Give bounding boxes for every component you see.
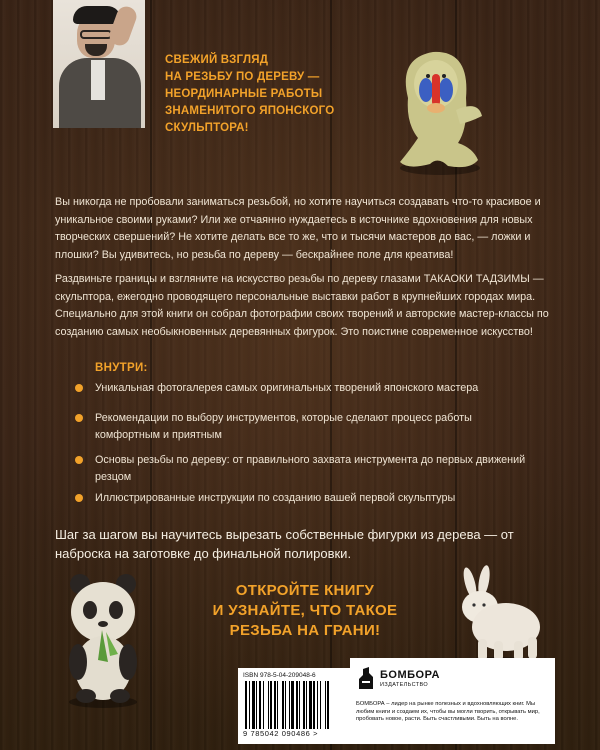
ean-digits: 9 785042 090486 > [243, 729, 319, 738]
barcode-bar [259, 681, 261, 729]
barcode-bar [274, 681, 276, 729]
barcode-bar [303, 681, 305, 729]
list-item [95, 380, 535, 397]
barcode-bar [320, 681, 321, 729]
barcode-bar [256, 681, 257, 729]
bombora-logo-icon [356, 665, 376, 691]
barcode-bar [270, 681, 272, 729]
barcode-bar [282, 681, 284, 729]
publisher-blurb: БОМБОРА – лидер на рынке полезных и вдохновляющих книг. Мы любим книги и создаем их, чтобы вы могли творить, открывать мир, пробовать новое, расти. Быть счастливыми. Быть на волне. [356, 701, 540, 722]
cta-line: И УЗНАЙТЕ, ЧТО ТАКОЕ [212, 602, 398, 619]
barcode-bars [243, 681, 345, 729]
list-item [95, 452, 535, 486]
barcode-bar [296, 681, 298, 729]
barcode-bar [306, 681, 307, 729]
list-item-text: Основы резьбы по дереву: от правильного захвата инструмента до первых движений резцом [95, 454, 526, 483]
bullet-dot-icon [75, 494, 83, 502]
list-item-text: Рекомендации по выбору инструментов, которые сделают процесс работы комфортным и приятным [95, 412, 472, 441]
barcode-bar [317, 681, 318, 729]
rabbit-sculpture-image [440, 565, 550, 670]
bullet-dot-icon [75, 384, 83, 392]
barcode-bar [245, 681, 247, 729]
barcode-bar [289, 681, 290, 729]
bullet-dot-icon [75, 456, 83, 464]
barcode-bar [277, 681, 278, 729]
mandrill-sculpture-image [378, 38, 488, 178]
barcode-bar [252, 681, 255, 729]
barcode-bar [263, 681, 264, 729]
barcode-bar [327, 681, 329, 729]
tagline-line: НЕОРДИНАРНЫЕ РАБОТЫ [165, 88, 323, 100]
barcode-bar [313, 681, 315, 729]
publisher-name: БОМБОРА [380, 669, 440, 681]
author-photo [53, 0, 145, 128]
tagline [165, 52, 335, 137]
call-to-action [190, 581, 420, 641]
barcode-bar [299, 681, 300, 729]
barcode-bar [268, 681, 269, 729]
publisher-subtitle: ИЗДАТЕЛЬСТВО [380, 682, 429, 688]
list-item [95, 490, 535, 507]
about-paragraph: Раздвиньте границы и взгляните на искусство резьбы по дереву глазами ТАКАОКИ ТАДЗИМЫ — скульптора, ежегодно проводящего персональные выставки работ в крупнейших городах мира. Специально для этой книги он собрал фотографии своих творений и авторские мастер-классы по созданию самых необыкновенных деревянных фигурок. Это поистине современное искусство! [55, 273, 549, 338]
tagline-line: СКУЛЬПТОРА! [165, 122, 249, 134]
barcode-bar [249, 681, 250, 729]
list-item-text: Уникальная фотогалерея самых оригинальных творений японского мастера [95, 382, 479, 394]
bullet-dot-icon [75, 414, 83, 422]
tagline-line: ЗНАМЕНИТОГО ЯПОНСКОГО [165, 105, 335, 117]
barcode-bar [309, 681, 312, 729]
barcode-bar [291, 681, 294, 729]
barcode-bar [325, 681, 326, 729]
cta-line: РЕЗЬБА НА ГРАНИ! [229, 622, 381, 639]
step-text: Шаг за шагом вы научитесь вырезать собственные фигурки из дерева — от наброска на заготовке до финальной полировки. [55, 527, 514, 561]
cta-line: ОТКРОЙТЕ КНИГУ [235, 582, 375, 599]
panda-sculpture-image [58, 570, 148, 710]
list-item [95, 410, 535, 444]
isbn-label: ISBN 978-5-04-209048-6 [243, 672, 316, 679]
list-item-text: Иллюстрированные инструкции по созданию вашей первой скульптуры [95, 492, 456, 504]
inside-heading: ВНУТРИ: [95, 362, 148, 374]
tagline-line: СВЕЖИЙ ВЗГЛЯД [165, 54, 269, 66]
barcode [238, 668, 350, 744]
publisher-logo [356, 663, 549, 697]
barcode-bar [285, 681, 286, 729]
intro-paragraph: Вы никогда не пробовали заниматься резьбой, но хотите научиться создавать что-то красивое и уникальное своими руками? Или же отчаянно нуждаетесь в источнике вдохновения для новых творческих свершений? Не хотите делать все то же, что и тысячи мастеров до вас, — ложки и плошки? Вы удивитесь, но резьба по дереву — бескрайнее поле для креатива! [55, 196, 541, 261]
publisher-block [350, 658, 555, 744]
tagline-line: НА РЕЗЬБУ ПО ДЕРЕВУ — [165, 71, 320, 83]
